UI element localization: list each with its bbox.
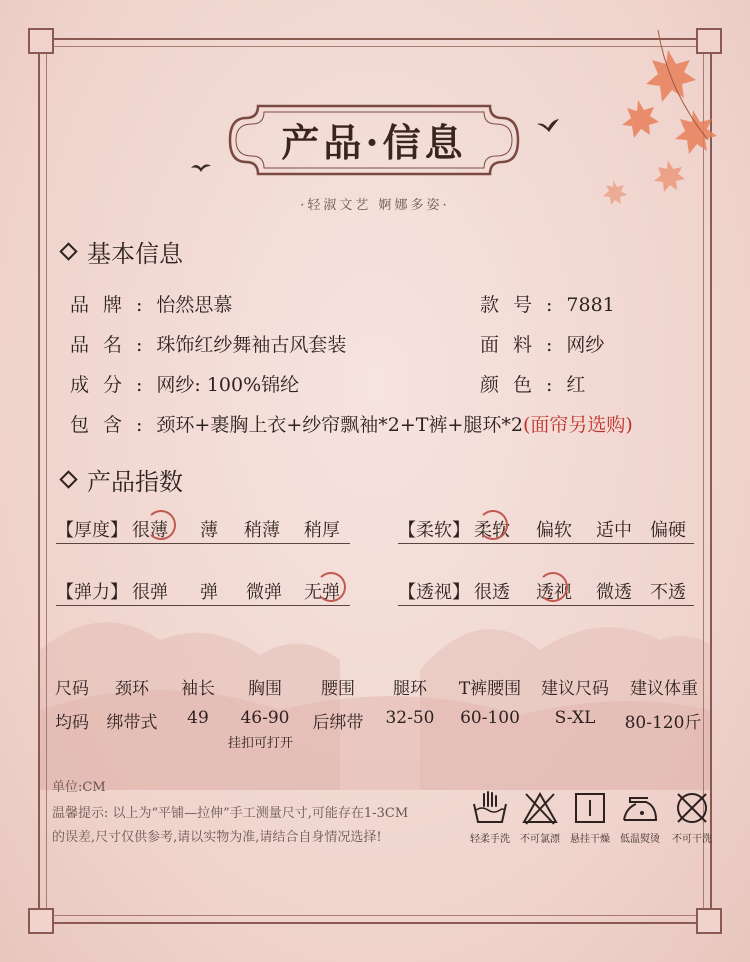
table-header-cell: 建议体重 [630, 679, 698, 699]
low-iron-icon [620, 790, 660, 826]
thickness-option: 很薄 [132, 520, 168, 541]
care-label: 低温熨烫 [620, 834, 660, 845]
care-item [564, 790, 616, 845]
corner-ornament [28, 28, 54, 54]
basic-info-title: 基本信息 [87, 240, 183, 268]
sheerness-option: 微透 [596, 582, 632, 603]
no-bleach-icon [520, 790, 560, 826]
includes-label: 包含: [70, 414, 157, 436]
selected-marker [316, 572, 346, 602]
style-value: 7881 [566, 294, 615, 316]
unit-note: 单位:CM [52, 780, 106, 795]
fabric-value: 网纱 [566, 334, 605, 356]
bird-icon [190, 160, 212, 174]
table-header-cell: 颈环 [115, 679, 149, 699]
thickness-option: 薄 [200, 520, 218, 541]
care-label: 不可氯漂 [520, 834, 560, 845]
sheerness-option: 不透 [650, 582, 686, 603]
selected-marker [478, 510, 508, 540]
table-header-cell: 建议尺码 [541, 679, 609, 699]
basic-info-heading [62, 234, 183, 269]
hang-dry-icon [570, 790, 610, 826]
name-value: 珠饰红纱舞袖古风套装 [156, 334, 347, 356]
includes-row [70, 410, 633, 437]
composition-label: 成分: [70, 374, 157, 396]
tip-line-1: 温馨提示: 以上为“平铺—拉伸”手工测量尺寸,可能存在1-3CM [52, 806, 409, 821]
scale-underline [398, 543, 694, 544]
composition-row [70, 370, 299, 397]
sheerness-option: 透视 [536, 582, 572, 603]
table-header-cell: 尺码 [55, 679, 89, 699]
table-header-cell: 腰围 [321, 679, 355, 699]
color-label: 颜色: [480, 374, 567, 396]
fabric-row [480, 330, 604, 357]
table-cell: 80-120斤 [624, 713, 702, 733]
color-row [480, 370, 585, 397]
care-label: 悬挂干燥 [570, 834, 610, 845]
table-header-cell: 袖长 [181, 679, 215, 699]
table-cell: 60-100 [460, 708, 520, 728]
elasticity-option: 微弹 [246, 582, 282, 603]
diamond-icon [59, 242, 77, 260]
care-item [514, 790, 566, 845]
includes-value: 颈环+裹胸上衣+纱帘飘袖*2+T裤+腿环*2 [156, 414, 523, 436]
thickness-label: 【厚度】 [56, 520, 128, 541]
elasticity-option: 无弹 [304, 582, 340, 603]
softness-option: 柔软 [474, 520, 510, 541]
scale-underline [398, 605, 694, 606]
sheerness-label: 【透视】 [398, 582, 470, 603]
tip-line-2: 的误差,尺寸仅供参考,请以实物为准,请结合自身情况选择! [52, 830, 382, 845]
selected-marker [146, 510, 176, 540]
table-cell: S-XL [554, 708, 596, 728]
hand-wash-icon [470, 790, 510, 826]
care-item [464, 790, 516, 845]
elasticity-scale [56, 576, 350, 606]
page-title: 产品·信息 [281, 120, 467, 165]
table-header-cell: T裤腰围 [458, 679, 522, 699]
elasticity-label: 【弹力】 [56, 582, 128, 603]
table-cell: 46-90 [240, 708, 290, 728]
composition-value: 网纱: 100%锦纶 [156, 374, 300, 396]
care-label: 轻柔手洗 [470, 834, 510, 845]
includes-note: (面帘另选购) [522, 414, 633, 436]
softness-option: 适中 [596, 520, 632, 541]
care-item [666, 790, 718, 845]
elasticity-option: 很弹 [132, 582, 168, 603]
care-label: 不可干洗 [672, 834, 712, 845]
thickness-scale [56, 514, 350, 544]
diamond-icon [59, 470, 77, 488]
style-label: 款号: [480, 294, 567, 316]
name-row [70, 330, 346, 357]
elasticity-option: 弹 [200, 582, 218, 603]
maple-leaves-decoration [598, 30, 728, 230]
brand-value: 怡然思慕 [156, 294, 233, 316]
corner-ornament [696, 908, 722, 934]
table-cell: 绑带式 [106, 713, 158, 733]
product-index-heading [62, 462, 183, 497]
product-index-title: 产品指数 [87, 468, 183, 496]
corner-ornament [28, 908, 54, 934]
thickness-option: 稍薄 [244, 520, 280, 541]
brand-row [70, 290, 232, 317]
scale-underline [56, 605, 350, 606]
table-cell: 49 [187, 708, 209, 728]
care-item [614, 790, 666, 845]
table-header-cell: 腿环 [393, 679, 427, 699]
page-subtitle: ·轻淑文艺 婀娜多姿· [300, 198, 450, 213]
softness-option: 偏软 [536, 520, 572, 541]
scale-underline [56, 543, 350, 544]
bird-icon [536, 118, 560, 134]
sheerness-option: 很透 [474, 582, 510, 603]
sheerness-scale [398, 576, 694, 606]
softness-scale [398, 514, 694, 544]
style-number-row [480, 290, 615, 317]
softness-label: 【柔软】 [398, 520, 470, 541]
table-header-cell: 胸围 [248, 679, 282, 699]
no-dry-clean-icon [672, 790, 712, 826]
name-label: 品名: [70, 334, 157, 356]
table-cell: 32-50 [385, 708, 435, 728]
brand-label: 品牌: [70, 294, 157, 316]
thickness-option: 稍厚 [304, 520, 340, 541]
selected-marker [538, 572, 568, 602]
chest-note: 挂扣可打开 [228, 736, 294, 751]
table-cell: 均码 [55, 713, 89, 733]
softness-option: 偏硬 [650, 520, 686, 541]
fabric-label: 面料: [480, 334, 567, 356]
table-cell: 后绑带 [312, 713, 364, 733]
color-value: 红 [566, 374, 586, 396]
